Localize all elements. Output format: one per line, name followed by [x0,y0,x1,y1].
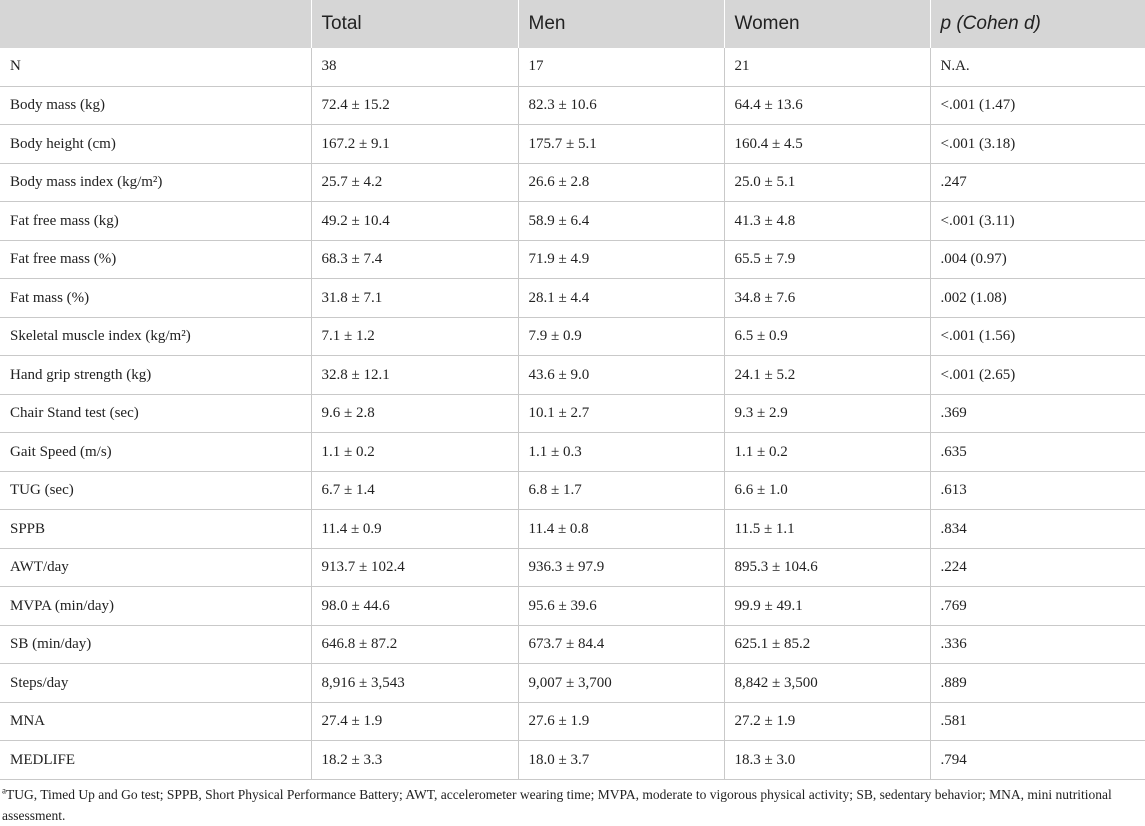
row-label: Chair Stand test (sec) [0,394,311,433]
table-row [0,510,1145,549]
cell-p: .635 [930,433,1145,472]
cell-women: 8,842 ± 3,500 [724,664,930,703]
table-row [0,548,1145,587]
cell-women: 6.6 ± 1.0 [724,471,930,510]
row-label: Fat free mass (kg) [0,202,311,241]
table-row [0,587,1145,626]
table-row [0,394,1145,433]
header-cell-label [0,0,311,48]
row-label: Body mass (kg) [0,86,311,125]
cell-total: 8,916 ± 3,543 [311,664,518,703]
cell-women: 24.1 ± 5.2 [724,356,930,395]
table-row [0,317,1145,356]
cell-women: 9.3 ± 2.9 [724,394,930,433]
cell-men: 18.0 ± 3.7 [518,741,724,780]
cell-women: 65.5 ± 7.9 [724,240,930,279]
cell-women: 99.9 ± 49.1 [724,587,930,626]
cell-men: 28.1 ± 4.4 [518,279,724,318]
cell-p: .889 [930,664,1145,703]
cell-total: 31.8 ± 7.1 [311,279,518,318]
row-label: MNA [0,702,311,741]
table-row [0,741,1145,780]
cell-total: 27.4 ± 1.9 [311,702,518,741]
cell-women: 41.3 ± 4.8 [724,202,930,241]
table-row [0,86,1145,125]
cell-p: <.001 (1.56) [930,317,1145,356]
cell-total: 913.7 ± 102.4 [311,548,518,587]
cell-men: 10.1 ± 2.7 [518,394,724,433]
row-label: Gait Speed (m/s) [0,433,311,472]
cell-total: 18.2 ± 3.3 [311,741,518,780]
cell-women: 11.5 ± 1.1 [724,510,930,549]
cell-women: 1.1 ± 0.2 [724,433,930,472]
cell-p: N.A. [930,48,1145,86]
row-label: Fat mass (%) [0,279,311,318]
header-cell-p: p (Cohen d) [930,0,1145,48]
cell-total: 32.8 ± 12.1 [311,356,518,395]
cell-total: 1.1 ± 0.2 [311,433,518,472]
cell-men: 27.6 ± 1.9 [518,702,724,741]
cell-total: 167.2 ± 9.1 [311,125,518,164]
cell-total: 68.3 ± 7.4 [311,240,518,279]
table-row [0,125,1145,164]
cell-women: 34.8 ± 7.6 [724,279,930,318]
cell-men: 936.3 ± 97.9 [518,548,724,587]
row-label: MVPA (min/day) [0,587,311,626]
table-row [0,471,1145,510]
cell-men: 673.7 ± 84.4 [518,625,724,664]
row-label: MEDLIFE [0,741,311,780]
cell-p: <.001 (2.65) [930,356,1145,395]
cell-p: .004 (0.97) [930,240,1145,279]
row-label: SPPB [0,510,311,549]
row-label: AWT/day [0,548,311,587]
cell-men: 26.6 ± 2.8 [518,163,724,202]
header-cell-total: Total [311,0,518,48]
cell-total: 646.8 ± 87.2 [311,625,518,664]
row-label: Body mass index (kg/m²) [0,163,311,202]
cell-total: 9.6 ± 2.8 [311,394,518,433]
row-label: Hand grip strength (kg) [0,356,311,395]
table-row [0,163,1145,202]
row-label: Steps/day [0,664,311,703]
table-row [0,202,1145,241]
cell-p: .369 [930,394,1145,433]
table-row [0,48,1145,86]
table-row [0,240,1145,279]
cell-men: 6.8 ± 1.7 [518,471,724,510]
header-cell-women: Women [724,0,930,48]
cell-p: <.001 (1.47) [930,86,1145,125]
cell-women: 895.3 ± 104.6 [724,548,930,587]
table-row [0,356,1145,395]
cell-total: 6.7 ± 1.4 [311,471,518,510]
cell-total: 11.4 ± 0.9 [311,510,518,549]
table-row [0,702,1145,741]
cell-p: <.001 (3.11) [930,202,1145,241]
cell-p: .247 [930,163,1145,202]
table-row [0,279,1145,318]
cell-men: 9,007 ± 3,700 [518,664,724,703]
cell-p: .769 [930,587,1145,626]
cell-men: 82.3 ± 10.6 [518,86,724,125]
row-label: N [0,48,311,86]
cell-p: .834 [930,510,1145,549]
cell-women: 6.5 ± 0.9 [724,317,930,356]
cell-p: .613 [930,471,1145,510]
cell-women: 18.3 ± 3.0 [724,741,930,780]
cell-men: 11.4 ± 0.8 [518,510,724,549]
header-cell-men: Men [518,0,724,48]
cell-p: <.001 (3.18) [930,125,1145,164]
row-label: Fat free mass (%) [0,240,311,279]
cell-total: 98.0 ± 44.6 [311,587,518,626]
row-label: TUG (sec) [0,471,311,510]
row-label: Body height (cm) [0,125,311,164]
table-row [0,625,1145,664]
table-row [0,664,1145,703]
cell-men: 1.1 ± 0.3 [518,433,724,472]
cell-men: 175.7 ± 5.1 [518,125,724,164]
cell-total: 49.2 ± 10.4 [311,202,518,241]
cell-p: .224 [930,548,1145,587]
row-label: SB (min/day) [0,625,311,664]
cell-men: 17 [518,48,724,86]
cell-women: 64.4 ± 13.6 [724,86,930,125]
cell-men: 71.9 ± 4.9 [518,240,724,279]
cell-p: .581 [930,702,1145,741]
cell-p: .002 (1.08) [930,279,1145,318]
cell-men: 95.6 ± 39.6 [518,587,724,626]
table-row [0,433,1145,472]
cell-women: 21 [724,48,930,86]
cell-women: 27.2 ± 1.9 [724,702,930,741]
cell-p: .336 [930,625,1145,664]
cell-p: .794 [930,741,1145,780]
cell-women: 25.0 ± 5.1 [724,163,930,202]
row-label: Skeletal muscle index (kg/m²) [0,317,311,356]
cell-men: 58.9 ± 6.4 [518,202,724,241]
cell-women: 160.4 ± 4.5 [724,125,930,164]
table-body [0,48,1145,779]
footnote-marker: a [2,785,6,796]
cell-total: 25.7 ± 4.2 [311,163,518,202]
cell-men: 7.9 ± 0.9 [518,317,724,356]
cell-total: 7.1 ± 1.2 [311,317,518,356]
table-footnote [0,780,1145,826]
header-row [0,0,1145,48]
cell-total: 38 [311,48,518,86]
cell-women: 625.1 ± 85.2 [724,625,930,664]
cell-total: 72.4 ± 15.2 [311,86,518,125]
cell-men: 43.6 ± 9.0 [518,356,724,395]
footnote-text: TUG, Timed Up and Go test; SPPB, Short Physical Performance Battery; AWT, accelerometer wearing time; MVPA, moderate to vigorous physical activity; SB, sedentary behavior; MNA, mini nutritional assessment. [2,786,1112,823]
